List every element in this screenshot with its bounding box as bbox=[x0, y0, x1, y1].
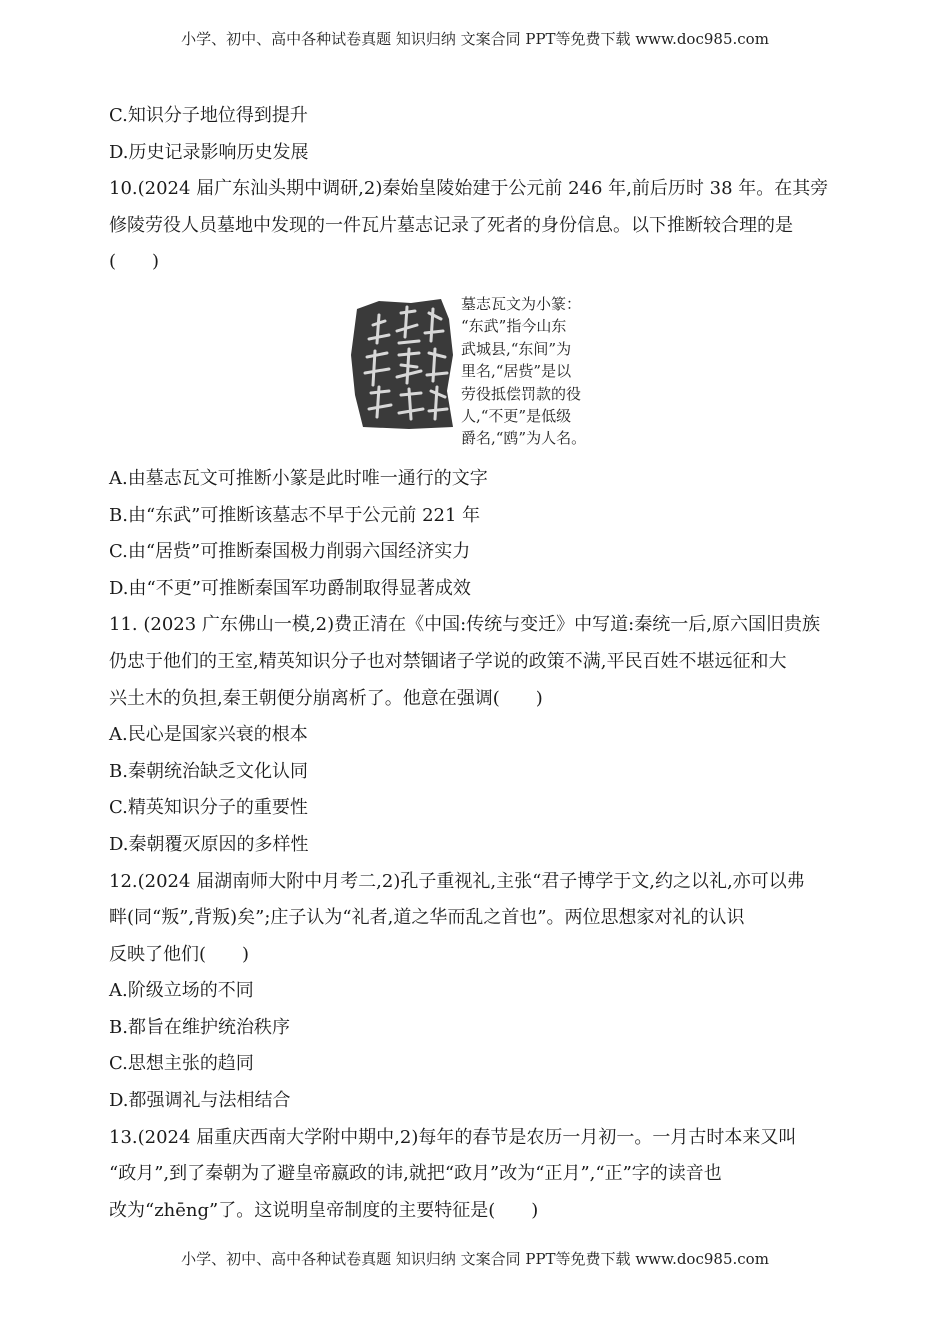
text-line: C.知识分子地位得到提升 bbox=[109, 105, 308, 126]
text-line: 改为“zhēng”了。这说明皇帝制度的主要特征是( ) bbox=[109, 1199, 539, 1221]
tile-epitaph-figure bbox=[109, 281, 841, 461]
text-line: 修陵劳役人员墓地中发现的一件瓦片墓志记录了死者的身份信息。以下推断较合理的是 bbox=[109, 214, 793, 236]
pre-figure-lines bbox=[109, 98, 841, 281]
caption-line: 墓志瓦文为小篆： bbox=[461, 294, 582, 313]
text-line: D.都强调礼与法相结合 bbox=[109, 1090, 291, 1112]
text-line: 13.(2024 届重庆西南大学附中期中,2)每年的春节是农历一月初一。一月古时本来又叫 bbox=[109, 1126, 797, 1148]
caption-line: “东武”指今山东 bbox=[461, 317, 567, 336]
text-line: C.思想主张的趋同 bbox=[109, 1053, 254, 1075]
text-line: ( ) bbox=[109, 251, 160, 273]
text-line: C.由“居赀”可推断秦国极力削弱六国经济实力 bbox=[109, 541, 471, 563]
page-footer: 小学、初中、高中各种试卷真题 知识归纳 文案合同 PPT等免费下载 www.doc985.com bbox=[181, 1250, 769, 1268]
caption-line: 里名,“居赀”是以 bbox=[461, 362, 572, 381]
text-line: D.由“不更”可推断秦国军功爵制取得显著成效 bbox=[109, 577, 471, 599]
caption-line: 爵名,“鸥”为人名。 bbox=[461, 429, 587, 448]
figure-caption bbox=[461, 293, 621, 450]
caption-line: 武城县,“东间”为 bbox=[461, 339, 572, 358]
caption-line: 劳役抵偿罚款的役 bbox=[461, 384, 582, 403]
text-line: 仍忠于他们的王室,精英知识分子也对禁锢诸子学说的政策不满,平民百姓不堪远征和大 bbox=[109, 650, 787, 672]
text-line: D.历史记录影响历史发展 bbox=[109, 141, 309, 163]
text-line: B.由“东武”可推断该墓志不早于公元前 221 年 bbox=[109, 504, 481, 526]
text-line: 反映了他们( ) bbox=[109, 943, 250, 965]
text-line: B.秦朝统治缺乏文化认同 bbox=[109, 760, 308, 782]
caption-line: 人,“不更”是低级 bbox=[461, 407, 572, 425]
post-figure-lines bbox=[109, 461, 841, 1229]
text-line: 兴土木的负担,秦王朝便分崩离析了。他意在强调( ) bbox=[109, 687, 543, 709]
text-line: 畔(同“叛”,背叛)矣”;庄子认为“礼者,道之华而乱之首也”。两位思想家对礼的认识 bbox=[109, 907, 745, 929]
tile-rubbing-image bbox=[349, 295, 457, 431]
text-line: A.民心是国家兴衰的根本 bbox=[109, 724, 308, 746]
text-line: 11. (2023 广东佛山一模,2)费正清在《中国:传统与变迁》中写道:秦统一后,原六国旧贵族 bbox=[109, 614, 820, 636]
text-line: D.秦朝覆灭原因的多样性 bbox=[109, 833, 309, 855]
text-line: 12.(2024 届湖南师大附中月考二,2)孔子重视礼,主张“君子博学于文,约之以礼,亦可以弗 bbox=[109, 870, 805, 892]
text-line: 10.(2024 届广东汕头期中调研,2)秦始皇陵始建于公元前 246 年,前后历时 38 年。在其旁 bbox=[109, 178, 829, 200]
page-content bbox=[109, 98, 841, 1229]
text-line: “政月”,到了秦朝为了避皇帝嬴政的讳,就把“政月”改为“正月”,“正”字的读音也 bbox=[109, 1163, 722, 1185]
text-line: B.都旨在维护统治秩序 bbox=[109, 1016, 290, 1038]
text-line: C.精英知识分子的重要性 bbox=[109, 797, 308, 819]
text-line: A.由墓志瓦文可推断小篆是此时唯一通行的文字 bbox=[109, 467, 488, 489]
text-line: A.阶级立场的不同 bbox=[109, 980, 254, 1002]
page-header: 小学、初中、高中各种试卷真题 知识归纳 文案合同 PPT等免费下载 www.doc985.com bbox=[181, 30, 769, 48]
